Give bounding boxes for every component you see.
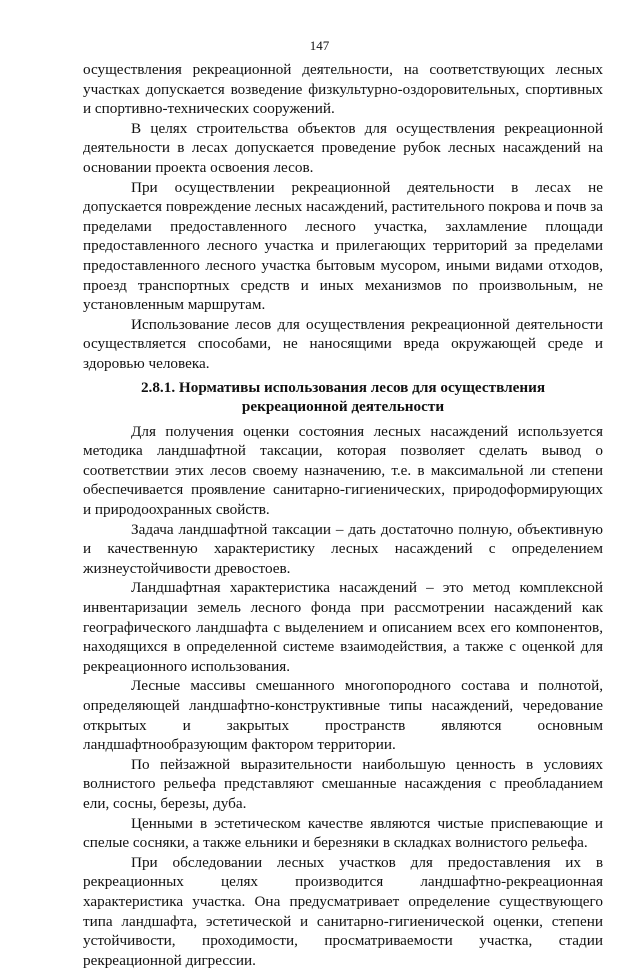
paragraph: При осуществлении рекреационной деятельности в лесах не допускается повреждение лесных насаждений, растительного покрова и почв за пределами предоставленного лесного участка, захламление площади предоставленного лесного участка и прилегающих территорий за пределами предоставленного лесного участка бытовым мусором, иными видами отходов, проезд транспортных средств и иных механизмов по произвольным, не установленным маршрутам. xyxy=(83,178,603,314)
paragraph: В целях строительства объектов для осуществления рекреационной деятельности в лесах допускается проведение рубок лесных насаждений на основании проекта освоения лесов. xyxy=(83,119,603,176)
paragraph: При обследовании лесных участков для предоставления их в рекреационных целях производится ландшафтно-рекреационная характеристика участка. Она предусматривает определение существующего типа ландшафта, эстетической и санитарно-гигиенической оценки, степени устойчивости, проходимости, просматриваемости участка, стадии рекреационной дигрессии. xyxy=(83,853,603,969)
paragraph: Ландшафтная характеристика насаждений – это метод комплексной инвентаризации земель лесного фонда при рассмотрении насаждений как географического ландшафта с выделением и описанием всех его компонентов, находящихся в определенной системе взаимодействия, а также с оценкой для рекреационного использования. xyxy=(83,579,603,675)
paragraph: Ценными в эстетическом качестве являются чистые приспевающие и спелые сосняки, а также ельники и березняки в складках волнистого рельефа. xyxy=(83,814,603,852)
paragraph: По пейзажной выразительности наибольшую ценность в условиях волнистого рельефа представляют смешанные насаждения с преобладанием ели, сосны, березы, дуба. xyxy=(83,755,603,812)
section-heading: 2.8.1. Нормативы использования лесов для осуществления рекреационной деятельности xyxy=(140,378,546,416)
paragraph: Лесные массивы смешанного многопородного состава и полнотой, определяющей ландшафтно-конструктивные типы насаждений, чередование открытых и закрытых пространств являются основным ландшафтнообразующим фактором территории. xyxy=(83,677,603,754)
paragraph: Для получения оценки состояния лесных насаждений используется методика ландшафтной таксации, которая позволяет сделать вывод о соответствии этих лесов своему назначению, т.е. в максимальной ли степени обеспечивается проявление санитарно-гигиенических, природоформирующих и природоохранных свойств. xyxy=(83,422,603,519)
body-text xyxy=(83,60,603,970)
paragraph: Использование лесов для осуществления рекреационной деятельности осуществляется способами, не наносящими вреда окружающей среде и здоровью человека. xyxy=(83,315,603,372)
page-number: 147 xyxy=(309,38,330,53)
paragraph: осуществления рекреационной деятельности, на соответствующих лесных участках допускается возведение физкультурно-оздоровительных, спортивных и спортивно-технических сооружений. xyxy=(83,61,603,118)
paragraph: Задача ландшафтной таксации – дать достаточно полную, объективную и качественную характеристику лесных насаждений с определением жизнеустойчивости древостоев. xyxy=(83,520,603,577)
